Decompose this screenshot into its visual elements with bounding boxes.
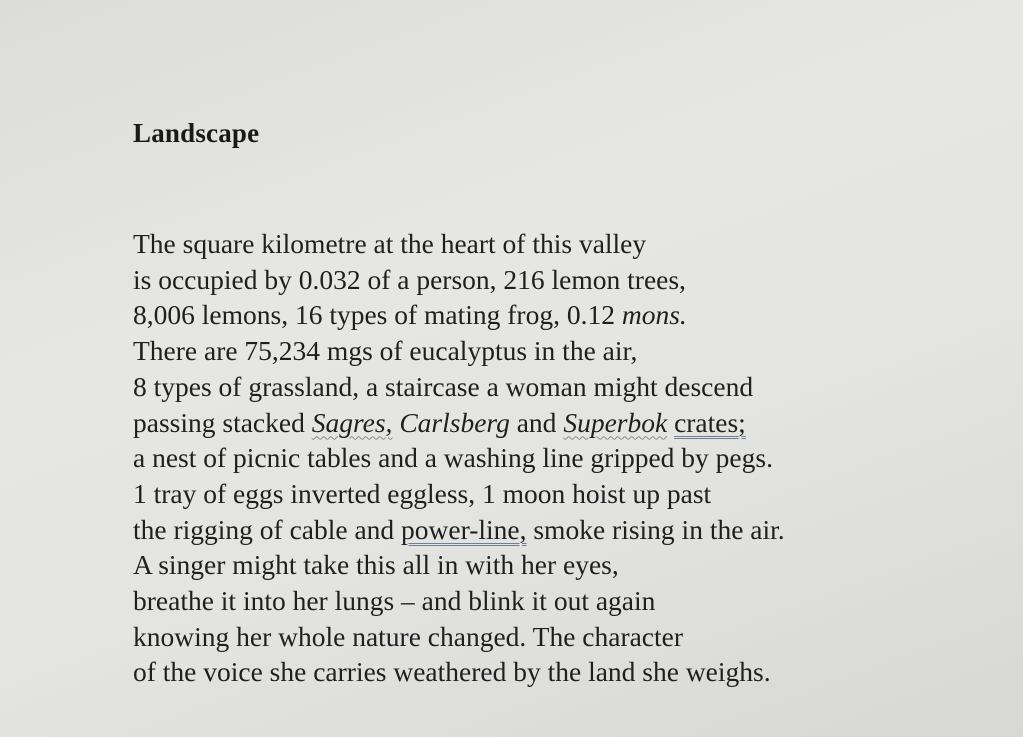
poem-line-8: 1 tray of eggs inverted eggless, 1 moon hoist up past (133, 477, 712, 509)
poem-title: Landscape (133, 118, 260, 148)
poem-line-9-text: the rigging of cable and (133, 513, 402, 545)
poem-line-6 (133, 405, 993, 441)
poem-line-13: of the voice she carries weathered by the land she weighs. (133, 656, 771, 688)
poem-line-12: knowing her whole nature changed. The character (133, 620, 684, 652)
poem-line-7: a nest of picnic tables and a washing line gripped by pegs. (133, 442, 773, 474)
poem-line-1: The square kilometre at the heart of this valley (133, 228, 647, 259)
italic-word-carlsberg: Carlsberg (399, 406, 510, 438)
poem-line-2: is occupied by 0.032 of a person, 216 lemon trees, (133, 263, 686, 295)
poem-line-5: 8 types of grassland, a staircase a woman might descend (133, 370, 754, 402)
poem-line-6-and: and (509, 406, 564, 438)
poem-line-9 (133, 512, 993, 548)
grammar-flag-power-line[interactable]: power-line, (401, 513, 527, 545)
poem-line-3 (133, 297, 993, 333)
poem-line-9-rest: smoke rising in the air. (526, 513, 785, 545)
poem-line-10: A singer might take this all in with her eyes, (133, 549, 619, 581)
spellcheck-word-sagres[interactable]: Sagres, (311, 406, 393, 438)
poem-line-3-text: 8,006 lemons, 16 types of mating frog, 0.12 (133, 299, 622, 331)
grammar-flag-crates[interactable]: crates; (674, 406, 746, 438)
poem-body (133, 226, 993, 690)
poem-line-6-text: passing stacked (133, 406, 312, 438)
spellcheck-word-superbok[interactable]: Superbok (563, 406, 668, 438)
poem-line-4: There are 75,234 mgs of eucalyptus in the air, (133, 335, 638, 367)
poem-line-11: breathe it into her lungs – and blink it out again (133, 585, 656, 617)
italic-word-mons: mons. (621, 299, 687, 331)
